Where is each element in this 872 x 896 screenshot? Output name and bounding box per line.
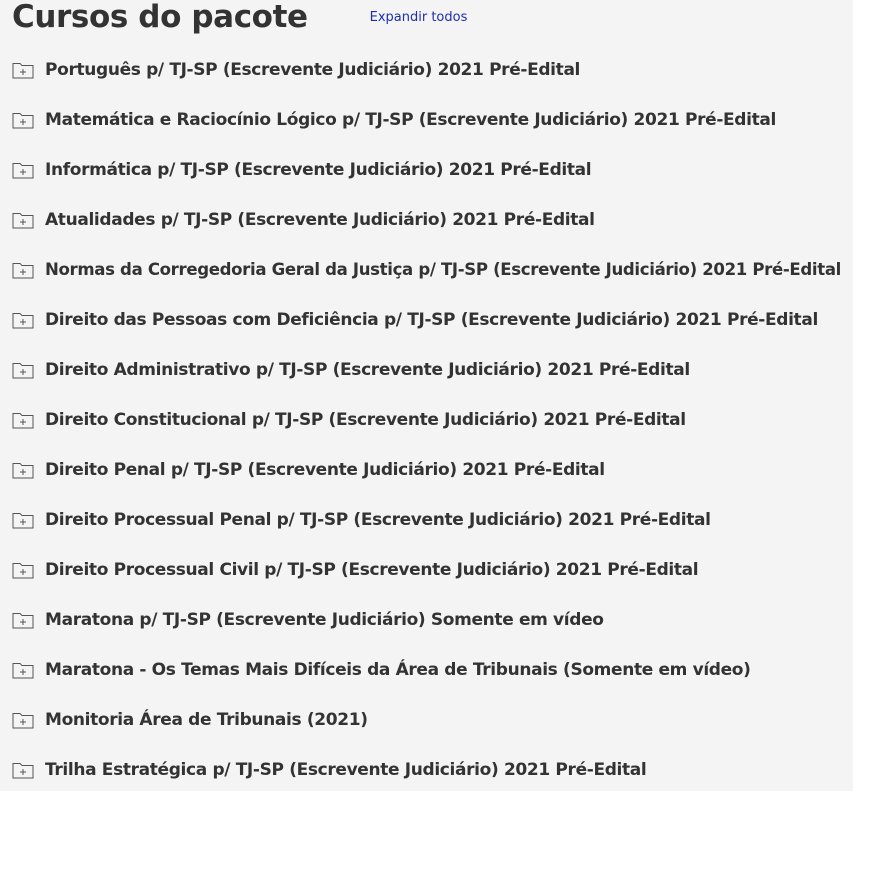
expand-all-link[interactable]: Expandir todos	[369, 10, 468, 25]
folder-plus-icon[interactable]	[12, 611, 34, 629]
folder-plus-icon[interactable]	[12, 111, 34, 129]
folder-plus-icon[interactable]	[12, 761, 34, 779]
course-item[interactable]	[0, 395, 853, 445]
course-title: Português p/ TJ-SP (Escrevente Judiciário) 2021 Pré-Edital	[45, 60, 581, 80]
course-title: Direito das Pessoas com Deficiência p/ TJ-SP (Escrevente Judiciário) 2021 Pré-Edital	[45, 310, 818, 330]
folder-plus-icon[interactable]	[12, 511, 34, 529]
course-title: Informática p/ TJ-SP (Escrevente Judiciário) 2021 Pré-Edital	[45, 160, 592, 180]
course-item[interactable]	[0, 45, 853, 95]
course-title: Direito Penal p/ TJ-SP (Escrevente Judiciário) 2021 Pré-Edital	[45, 460, 605, 480]
folder-plus-icon[interactable]	[12, 461, 34, 479]
folder-plus-icon[interactable]	[12, 411, 34, 429]
folder-plus-icon[interactable]	[12, 361, 34, 379]
course-title: Maratona - Os Temas Mais Difíceis da Área de Tribunais (Somente em vídeo)	[45, 660, 751, 680]
course-item[interactable]	[0, 195, 853, 245]
course-item[interactable]	[0, 345, 853, 395]
section-header	[12, 0, 467, 40]
course-title: Matemática e Raciocínio Lógico p/ TJ-SP (Escrevente Judiciário) 2021 Pré-Edital	[45, 110, 776, 130]
course-item[interactable]	[0, 445, 853, 495]
course-title: Atualidades p/ TJ-SP (Escrevente Judiciário) 2021 Pré-Edital	[45, 210, 595, 230]
course-item[interactable]	[0, 245, 853, 295]
folder-plus-icon[interactable]	[12, 161, 34, 179]
course-item[interactable]	[0, 145, 853, 195]
folder-plus-icon[interactable]	[12, 211, 34, 229]
course-item[interactable]	[0, 695, 853, 745]
folder-plus-icon[interactable]	[12, 661, 34, 679]
course-item[interactable]	[0, 645, 853, 695]
course-list	[0, 45, 853, 795]
section-title: Cursos do pacote	[12, 0, 308, 35]
course-item[interactable]	[0, 595, 853, 645]
course-title: Direito Processual Penal p/ TJ-SP (Escrevente Judiciário) 2021 Pré-Edital	[45, 510, 711, 530]
course-title: Direito Administrativo p/ TJ-SP (Escrevente Judiciário) 2021 Pré-Edital	[45, 360, 690, 380]
folder-plus-icon[interactable]	[12, 711, 34, 729]
folder-plus-icon[interactable]	[12, 311, 34, 329]
course-item[interactable]	[0, 295, 853, 345]
course-title: Trilha Estratégica p/ TJ-SP (Escrevente Judiciário) 2021 Pré-Edital	[45, 760, 647, 780]
course-item[interactable]	[0, 95, 853, 145]
course-title: Maratona p/ TJ-SP (Escrevente Judiciário) Somente em vídeo	[45, 610, 604, 630]
course-title: Normas da Corregedoria Geral da Justiça p/ TJ-SP (Escrevente Judiciário) 2021 Pré-Edital	[45, 260, 841, 280]
course-title: Direito Processual Civil p/ TJ-SP (Escrevente Judiciário) 2021 Pré-Edital	[45, 560, 699, 580]
course-title: Direito Constitucional p/ TJ-SP (Escrevente Judiciário) 2021 Pré-Edital	[45, 410, 686, 430]
course-item[interactable]	[0, 545, 853, 595]
course-title: Monitoria Área de Tribunais (2021)	[45, 710, 368, 730]
folder-plus-icon[interactable]	[12, 61, 34, 79]
folder-plus-icon[interactable]	[12, 561, 34, 579]
course-item[interactable]	[0, 495, 853, 545]
course-item[interactable]	[0, 745, 853, 795]
folder-plus-icon[interactable]	[12, 261, 34, 279]
